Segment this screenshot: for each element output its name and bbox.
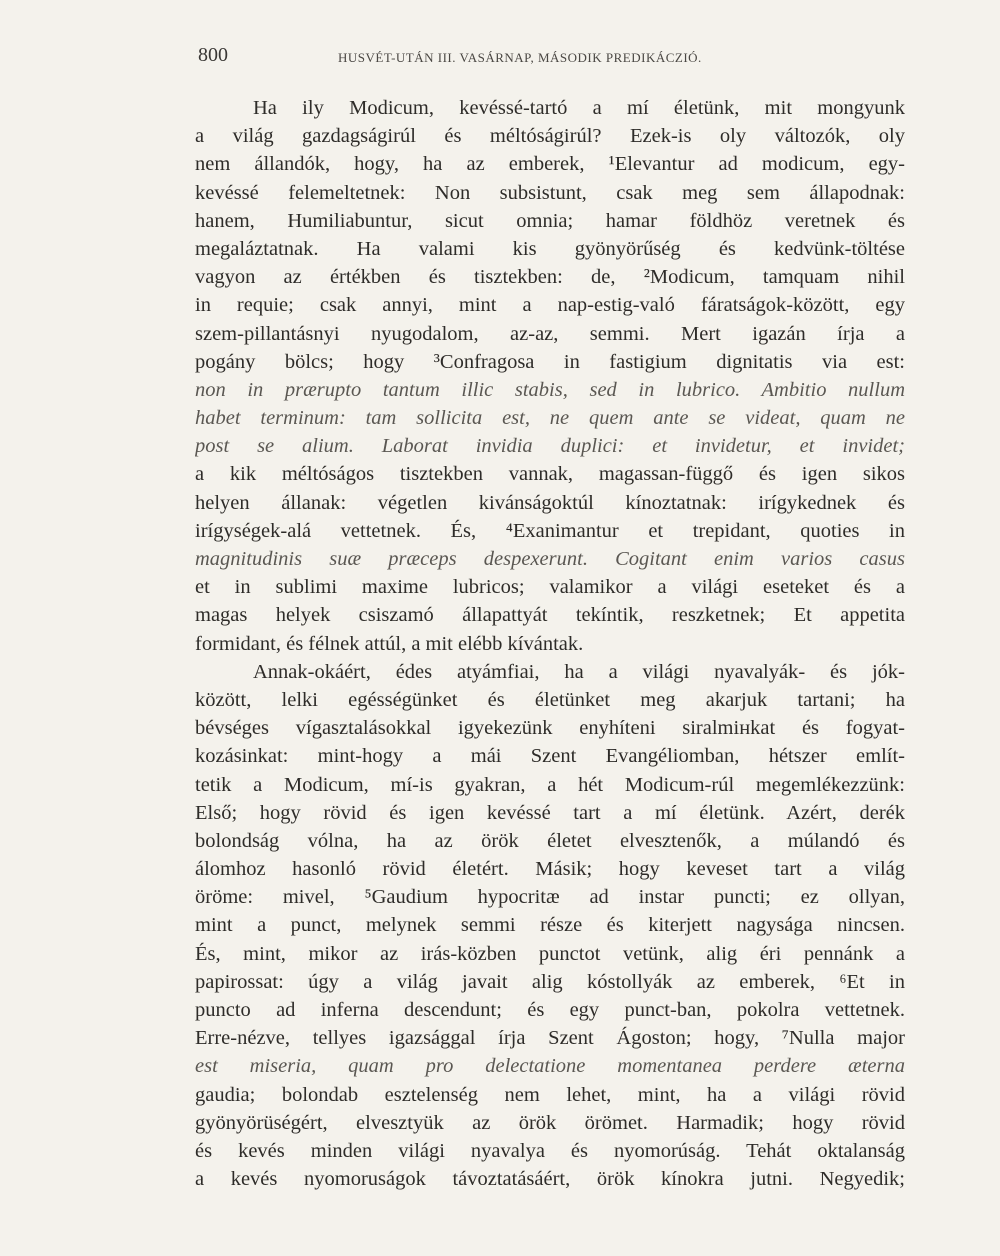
text-line: mint a punct, melynek semmi része és kiterjett nagysága nincsen. (195, 914, 905, 937)
text-line: tetik a Modicum, mí-is gyakran, a hét Modicum-rúl megemlékezzünk: (195, 773, 905, 796)
page-header (198, 44, 878, 68)
text-line: megaláztatnak. Ha valami kis gyönyörűség és kedvünk-töltése (195, 237, 905, 260)
text-line: formidant, és félnek attúl, a mit elébb kívántak. (195, 632, 584, 655)
text-line: vagyon az értékben és tisztekben: de, ²Modicum, tamquam nihil (195, 266, 905, 289)
text-line: pogány bölcs; hogy ³Confragosa in fastigium dignitatis via est: (195, 350, 905, 373)
text-line: öröme: mivel, ⁵Gaudium hypocritæ ad instar puncti; ez ollyan, (195, 886, 905, 909)
text-line: magnitudinis suæ præceps despexerunt. Cogitant enim varios casus (195, 548, 905, 570)
text-line: puncto ad inferna descendunt; és egy punct-ban, pokolra vettetnek. (195, 999, 905, 1021)
text-line: post se alium. Laborat invidia duplici: et invidetur, et invidet; (195, 435, 905, 458)
text-line: nem állandók, hogy, ha az emberek, ¹Elevantur ad modicum, egy- (195, 153, 905, 176)
margin-notes (0, 0, 200, 1256)
text-line: És, mint, mikor az irás-közben punctot vetünk, alig éri pennánk a (195, 942, 905, 965)
text-line: Annak-okáért, édes atyámfiai, ha a világi nyavalyák- és jók- (253, 660, 905, 683)
text-line: bolondság vólna, ha az örök életet elvesztenők, a múlandó és (195, 829, 905, 852)
text-line: est miseria, quam pro delectatione momentanea perdere æterna (195, 1055, 905, 1078)
text-line: álomhoz hasonló rövid életért. Másik; hogy keveset tart a világ (195, 858, 905, 881)
text-line: gyönyörüségért, elvesztyük az örök örömet. Harmadik; hogy rövid (195, 1111, 905, 1134)
text-line: irígységek-alá vettetnek. És, ⁴Exanimantur et trepidant, quoties in (195, 519, 905, 542)
text-line: et in sublimi maxime lubricos; valamikor a világi eseteket és a (195, 576, 905, 599)
text-line: hanem, Humiliabuntur, sicut omnia; hamar földhöz veretnek és (195, 209, 905, 232)
running-head: HUSVÉT-UTÁN III. VASÁRNAP, MÁSODIK PREDIKÁCZIÓ. (338, 50, 702, 65)
text-line: habet terminum: tam sollicita est, ne quem ante se videat, quam ne (195, 407, 905, 430)
page-number: 800 (198, 44, 228, 66)
body-text (195, 94, 905, 1193)
text-line: gaudia; bolondab esztelenség nem lehet, mint, ha a világi rövid (195, 1083, 905, 1106)
text-line: kevéssé felemeltetnek: Non subsistunt, csak meg sem állapodnak: (195, 181, 905, 204)
text-line: non in prærupto tantum illic stabis, sed in lubrico. Ambitio nullum (195, 378, 905, 401)
text-line: in requie; csak annyi, mint a nap-estig-való fáratságok-között, egy (195, 294, 905, 317)
text-line: helyen állanak: végetlen kivánságoktúl kínoztatnak: irígykednek és (195, 491, 905, 514)
text-line: kozásinkat: mint-hogy a mái Szent Evangéliomban, hétszer említ- (195, 745, 905, 768)
text-line: és kevés minden világi nyavalya és nyomorúság. Tehát oktalanság (195, 1139, 905, 1162)
text-line: magas helyek csiszamó állapattyát tekíntik, reszketnek; Et appetita (195, 604, 905, 627)
text-line: papirossat: úgy a világ javait alig kóstollyák az emberek, ⁶Et in (195, 970, 905, 993)
text-line: szem-pillantásnyi nyugodalom, az-az, semmi. Mert igazán írja a (195, 322, 905, 345)
text-line: Ha ily Modicum, kevéssé-tartó a mí életünk, mit mongyunk (253, 97, 905, 119)
text-line: a kik méltóságos tisztekben vannak, magassan-függő és igen sikos (195, 463, 905, 486)
text-line: között, lelki egésségünket és életünket meg akarjuk tartani; ha (195, 688, 905, 711)
text-line: Első; hogy rövid és igen kevéssé tart a mí életünk. Azért, derék (195, 801, 905, 824)
text-line: Erre-nézve, tellyes igazsággal írja Szent Ágoston; hogy, ⁷Nulla major (195, 1027, 905, 1050)
text-line: a világ gazdagságirúl és méltóságirúl? Ezek-is oly változók, oly (195, 125, 905, 148)
text-line: bévséges vígasztalásokkal igyekezünk enyhíteni siralmінkat és fogyat- (195, 717, 905, 740)
text-line: a kevés nyomoruságok távoztatásáért, örök kínokra jutni. Negyedik; (195, 1168, 905, 1191)
